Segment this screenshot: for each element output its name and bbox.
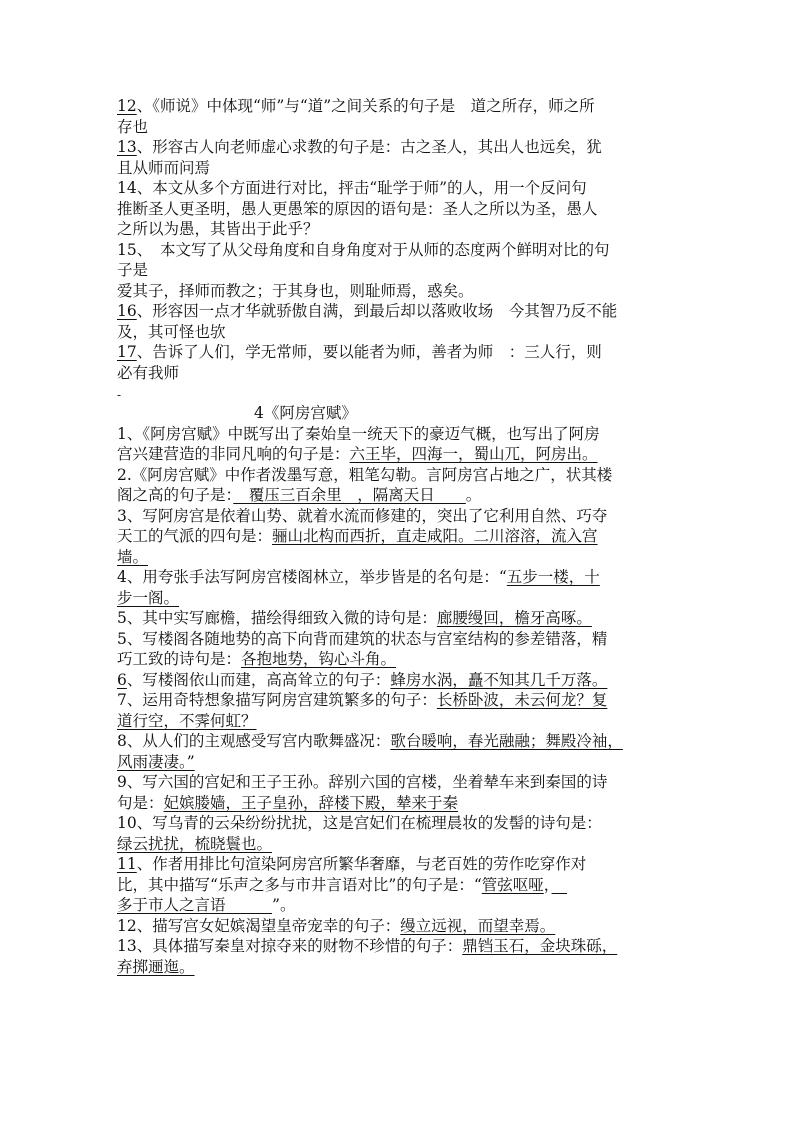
question-text: 7、运用奇特想象描写阿房宫建筑繁多的句子： [117, 691, 437, 709]
text-line [117, 936, 697, 957]
question-text: 14、本文从多个方面进行对比，抨击“耻学于师”的人，用一个反问句 [117, 179, 587, 197]
answer-text: 鼎铛玉石，金块珠砾， [462, 937, 618, 955]
question-text: 存也 [117, 117, 149, 136]
text-line [117, 793, 697, 814]
text-line [117, 772, 697, 793]
answer-text: 风雨凄凄。” [117, 752, 195, 771]
text-line [117, 588, 697, 609]
question-text: 宫兴建营造的非同凡响的句子是： [117, 445, 350, 463]
question-text: 9、写六国的宫妃和王子王孙。辞别六国的宫楼，坐着辇车来到秦国的诗 [117, 773, 608, 791]
section-shishuo [117, 96, 697, 383]
answer-text: 道行空，不霁何虹？ [117, 711, 257, 730]
question-text: 必有我师 [117, 363, 180, 382]
text-line [117, 281, 697, 302]
question-text: 句是： [117, 793, 164, 812]
text-line [117, 301, 697, 322]
text-line [117, 342, 697, 363]
text-line [117, 567, 697, 588]
question-text: 、《师说》中体现“师”与“道”之间关系的句子是 道之所存，师之所 [136, 97, 595, 115]
text-line [117, 629, 697, 650]
question-text: 15、 本文写了从父母角度和自身角度对于从师的态度两个鲜明对比的句 [117, 240, 610, 259]
text-line [117, 875, 697, 896]
text-line [117, 957, 697, 978]
answer-text: 长桥卧波，未云何龙？复 [436, 691, 608, 709]
section-afanggongfu [117, 424, 697, 978]
answer-text: 绿云扰扰，梳晓鬟也。 [117, 834, 273, 853]
question-text: 、形容因一点才华就骄傲自满，到最后却以落败收场 今其智乃反不能 [136, 302, 618, 320]
question-text: 10、写乌青的云朵纷纷扰扰，这是宫妃们在梳理晨妆的发髻的诗句是： [117, 814, 602, 832]
text-line [117, 485, 697, 506]
answer-text: 各抱地势，钩心斗角。 [241, 650, 397, 668]
text-line [117, 240, 697, 261]
question-text: 阁之高的句子是： [117, 486, 234, 504]
text-line [117, 834, 697, 855]
question-text: 之所以为愚，其皆出于此乎？ [117, 220, 319, 238]
question-text: 。 [465, 486, 482, 504]
text-line [117, 137, 697, 158]
text-line [117, 670, 697, 691]
answer-text: 多于市人之言语 [117, 896, 273, 914]
text-line [117, 690, 697, 711]
document-page [117, 96, 697, 977]
answer-text: 6 [117, 670, 127, 689]
answer-text: 13 [117, 138, 137, 156]
answer-text: 蜂房水涡，矗不知其几千万落。 [390, 670, 608, 689]
question-text: 12、描写宫女妃嫔渴望皇帝宠幸的句子： [117, 916, 401, 935]
text-line [117, 916, 697, 937]
question-text: 5、写楼阁各随地势的高下向背而建筑的状态与宫室结构的参差错落，精 [117, 629, 608, 648]
section-title: 4《阿房宫赋》 [254, 404, 357, 422]
separator-dash: - [117, 388, 122, 402]
text-line [117, 199, 697, 220]
text-line [117, 506, 697, 527]
text-line [117, 465, 697, 486]
answer-text: 弃掷逦迤。 [117, 957, 195, 976]
question-text: 4、用夸张手法写阿房宫楼阁林立，举步皆是的名句是：“ [117, 568, 507, 586]
answer-text: 16 [117, 302, 137, 320]
question-text: 子是 [117, 261, 149, 279]
question-text: 爱其子，择师而教之；于其身也，则耻师焉，惑矣。 [117, 281, 474, 300]
answer-text: 管弦呕哑 [481, 875, 544, 894]
answer-text: 步一阁。 [117, 588, 180, 607]
answer-text: 隔离天日 [372, 486, 466, 504]
question-text: ”。 [272, 896, 296, 914]
question-text: 3、写阿房宫是依着山势、就着水流而修建的，突出了它利用自然、巧夺 [117, 506, 608, 525]
text-line [117, 260, 697, 281]
text-line [117, 117, 697, 138]
question-text: 1、《阿房宫赋》中既写出了秦始皇一统天下的豪迈气概，也写出了阿房 [117, 424, 600, 443]
answer-text [552, 876, 568, 894]
text-line [117, 711, 697, 732]
answer-text: 缦立远视，而望幸焉。 [400, 916, 556, 935]
text-line [117, 854, 697, 875]
question-text: 2.《阿房宫赋》中作者泼墨写意，粗笔勾勒。言阿房宫占地之广，状其楼 [117, 465, 613, 484]
question-text: 且从师而问焉 [117, 158, 211, 177]
answer-text: 墙。 [117, 547, 149, 566]
text-line [117, 158, 697, 179]
answer-text: 歌台暖响，春光融融；舞殿冷袖， [390, 732, 623, 750]
question-text: ， [543, 875, 552, 894]
question-text: 及，其可怪也欤 [117, 322, 226, 341]
answer-text: 骊山北构而西折，直走咸阳。二川溶溶，流入宫 [272, 527, 598, 545]
text-line [117, 895, 697, 916]
text-line [117, 444, 697, 465]
question-text: 巧工致的诗句是： [117, 650, 242, 668]
text-line [117, 813, 697, 834]
question-text: 、写楼阁依山而建，高高耸立的句子： [126, 670, 391, 689]
text-line [117, 608, 697, 629]
answer-text: 覆压三百余里 ， [233, 486, 373, 504]
text-line [117, 424, 697, 445]
text-line [117, 363, 697, 384]
answer-text: 11 [117, 855, 137, 873]
question-text: 、告诉了人们，学无常师，要以能者为师，善者为师 ：三人行，则 [136, 343, 602, 361]
question-text: 、作者用排比句渲染阿房宫所繁华奢靡，与老百姓的劳作吃穿作对 [136, 855, 587, 873]
text-line [117, 96, 697, 117]
question-text: 天工的气派的四句是： [117, 527, 273, 545]
text-line [117, 649, 697, 670]
text-line [117, 526, 697, 547]
answer-text: 12 [117, 97, 137, 115]
text-line [117, 731, 697, 752]
answer-text: 17 [117, 343, 137, 361]
text-line [117, 219, 697, 240]
answer-text: 六王毕，四海一，蜀山兀，阿房出。 [349, 445, 598, 463]
answer-text: 廊腰缦回，檐牙高啄。 [436, 609, 592, 627]
text-line [117, 178, 697, 199]
question-text: 5、其中实写廊檐，描绘得细致入微的诗句是： [117, 609, 437, 627]
answer-text: 妃嫔媵嫱，王子皇孙，辞楼下殿，辇来于秦 [163, 793, 459, 812]
question-text: 推断圣人更圣明，愚人更愚笨的原因的语句是：圣人之所以为圣，愚人 [117, 199, 598, 218]
question-text: 13、具体描写秦皇对掠夺来的财物不珍惜的句子： [117, 937, 463, 955]
text-line [117, 752, 697, 773]
text-line [117, 322, 697, 343]
question-text: 比，其中描写“乐声之多与市井言语对比”的句子是：“ [117, 875, 482, 894]
text-line [117, 547, 697, 568]
question-text: 8、从人们的主观感受写宫内歌舞盛况： [117, 732, 391, 750]
answer-text: 五步一楼，十 [506, 568, 600, 586]
question-text: 、形容古人向老师虚心求教的句子是：古之圣人，其出人也远矣，犹 [136, 138, 602, 156]
